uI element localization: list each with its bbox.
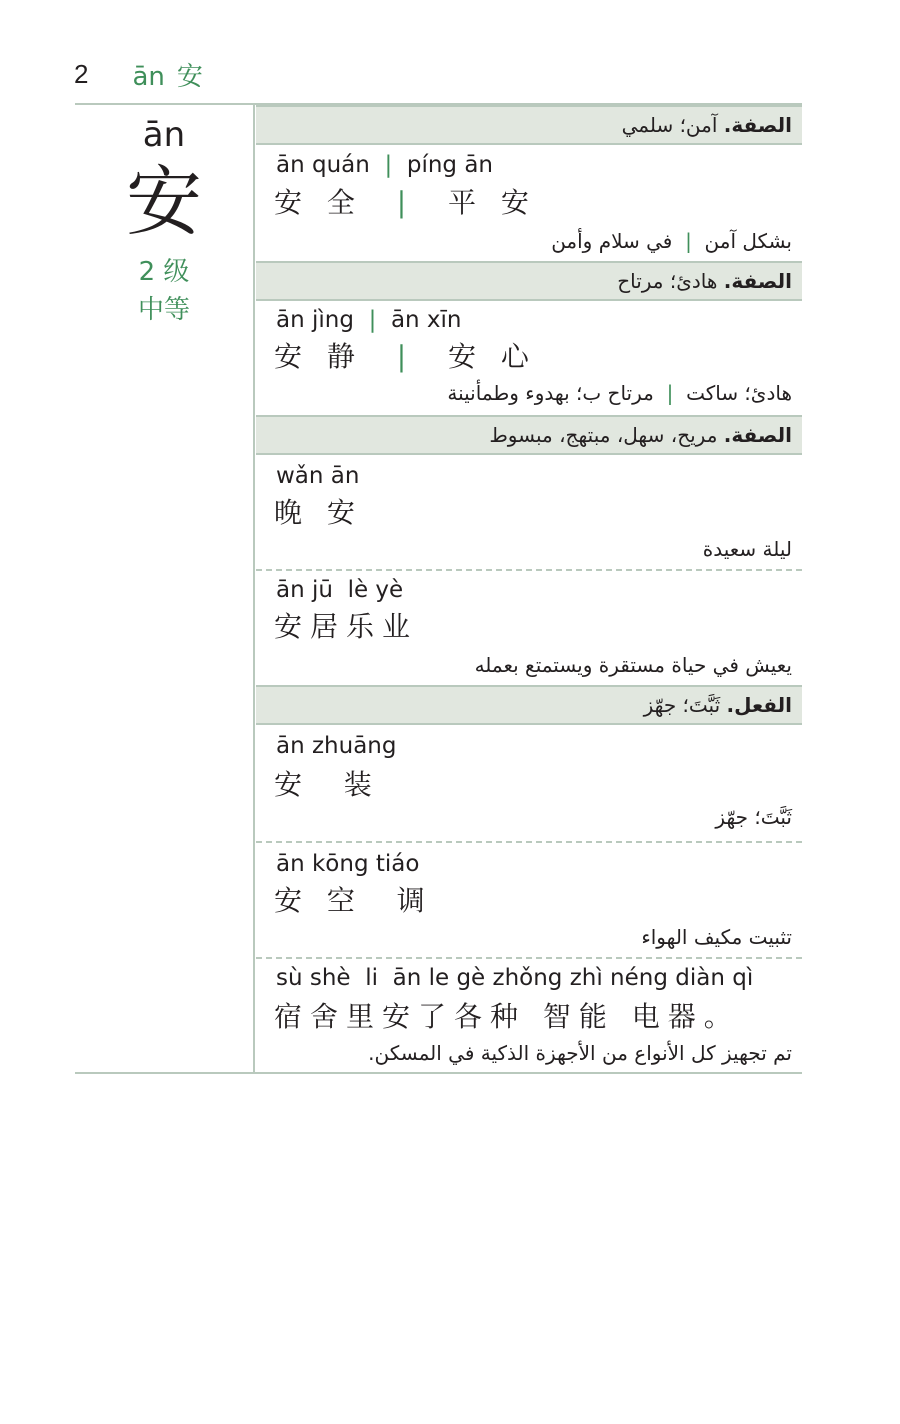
level-grade: 中等 bbox=[137, 295, 190, 325]
part-of-speech: الصفة. bbox=[723, 269, 792, 293]
example-hanzi: 安 装 bbox=[274, 768, 380, 801]
senses-column bbox=[256, 105, 802, 1072]
example-entry bbox=[256, 455, 802, 571]
sense-meaning: آمن؛ سلمي bbox=[621, 113, 724, 137]
example-pinyin: ān jìng | ān xīn bbox=[276, 307, 462, 333]
sense-meaning: ثَبَّتَ؛ جهّز bbox=[643, 693, 727, 717]
headword-hanzi: 安 bbox=[126, 157, 202, 246]
header-pinyin: ān bbox=[132, 61, 165, 92]
page-header bbox=[74, 56, 203, 92]
part-of-speech: الصفة. bbox=[723, 423, 792, 447]
level-label: 2 级 bbox=[138, 257, 190, 287]
example-entry bbox=[256, 571, 802, 685]
example-entry bbox=[256, 959, 802, 1074]
example-hanzi: 安 空 调 bbox=[274, 884, 433, 917]
example-hanzi: 宿舍里安了各种 智能 电器。 bbox=[274, 1000, 740, 1033]
example-hanzi: 安 静 | 安 心 bbox=[274, 340, 537, 373]
part-of-speech: الصفة. bbox=[723, 113, 792, 137]
sense-band bbox=[256, 105, 802, 145]
sense-band bbox=[256, 261, 802, 301]
example-pinyin: ān kōng tiáo bbox=[276, 851, 420, 877]
example-entry bbox=[256, 843, 802, 959]
example-pinyin: ān jū lè yè bbox=[276, 577, 404, 603]
example-pinyin: wǎn ān bbox=[276, 463, 360, 489]
sense-meaning: هادئ؛ مرتاح bbox=[617, 269, 724, 293]
example-pinyin: ān quán | píng ān bbox=[276, 152, 493, 178]
headword-column bbox=[75, 105, 255, 1072]
example-gloss: ثَبَّتَ؛ جهّز bbox=[715, 805, 792, 829]
sense-meaning: مريح، سهل، مبتهج، مبسوط bbox=[489, 423, 724, 447]
example-entry bbox=[256, 725, 802, 843]
example-gloss: بشكل آمن | في سلام وأمن bbox=[551, 229, 792, 253]
header-word bbox=[132, 56, 202, 93]
sense-band bbox=[256, 685, 802, 725]
page-number: 2 bbox=[74, 58, 89, 89]
header-hanzi: 安 bbox=[176, 61, 203, 92]
example-gloss: يعيش في حياة مستقرة ويستمتع بعمله bbox=[474, 653, 792, 677]
example-pinyin: sù shè li ān le gè zhǒng zhì néng diàn qì bbox=[276, 965, 754, 991]
headword-pinyin: ān bbox=[142, 115, 186, 155]
example-hanzi: 晚 安 bbox=[274, 496, 363, 529]
example-entry bbox=[256, 145, 802, 261]
example-gloss: هادئ؛ ساكت | مرتاح ب؛ بهدوء وطمأنينة bbox=[447, 381, 792, 405]
example-gloss: تم تجهيز كل الأنواع من الأجهزة الذكية في المسكن. bbox=[368, 1041, 792, 1065]
sense-band bbox=[256, 415, 802, 455]
example-gloss: تثبيت مكيف الهواء bbox=[641, 925, 792, 949]
dictionary-entry bbox=[75, 103, 802, 1074]
example-hanzi: 安 全 | 平 安 bbox=[274, 186, 537, 219]
example-entry bbox=[256, 301, 802, 415]
example-hanzi: 安居乐业 bbox=[274, 610, 419, 643]
headword-level bbox=[75, 253, 253, 329]
example-pinyin: ān zhuāng bbox=[276, 733, 397, 759]
part-of-speech: الفعل. bbox=[726, 693, 792, 717]
example-gloss: ليلة سعيدة bbox=[702, 537, 792, 561]
